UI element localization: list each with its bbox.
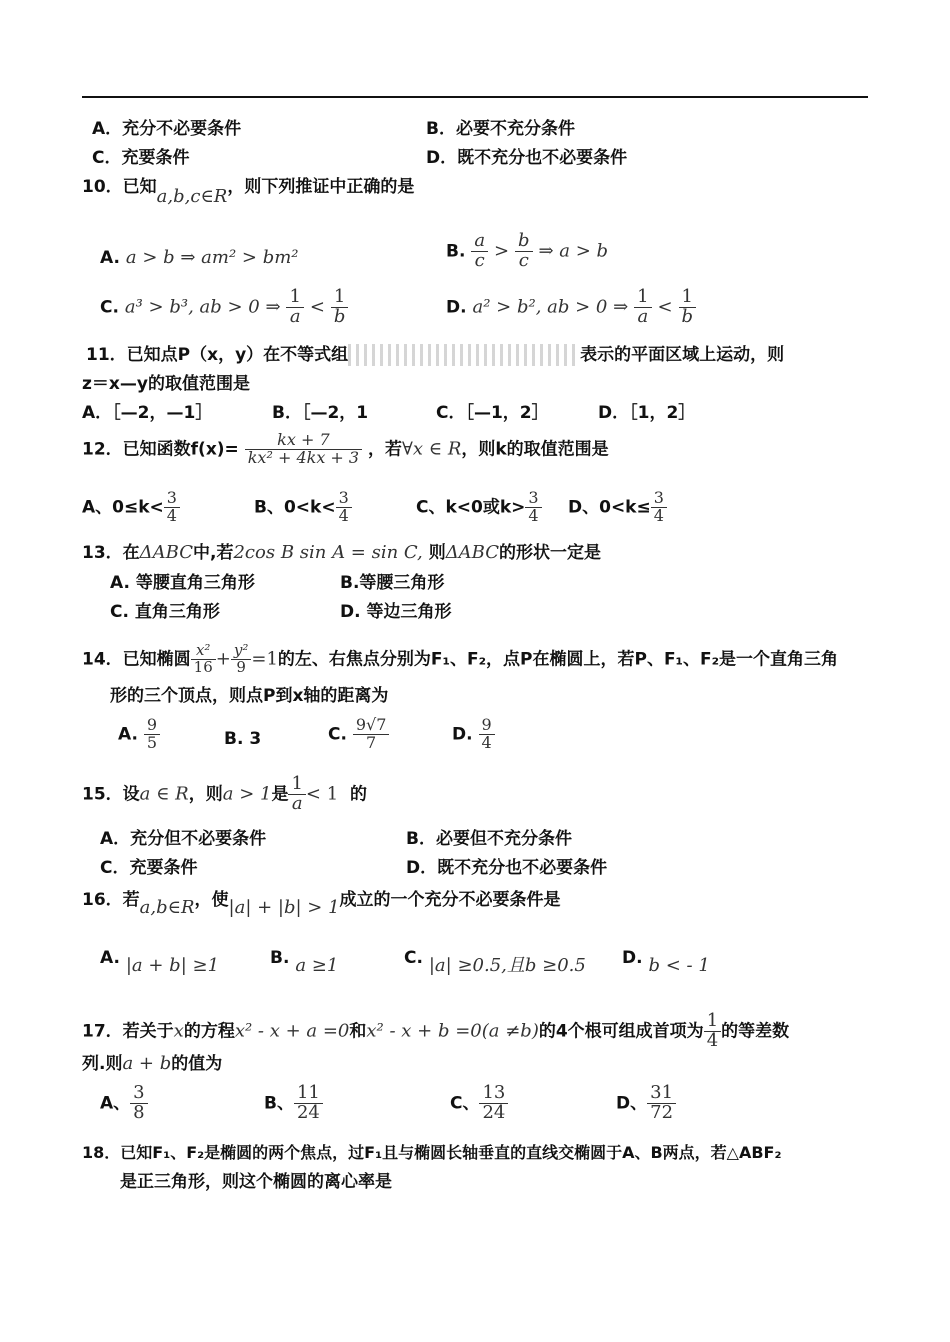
q18-stem-line2: 是正三角形，则这个椭圆的离心率是: [120, 1172, 392, 1192]
q11-option-a[interactable]: A．［—2，—1］: [82, 403, 213, 423]
q13-option-c[interactable]: C. 直角三角形: [110, 602, 220, 622]
q10-option-a[interactable]: A. a > b ⇒ am² > bm²: [100, 247, 299, 268]
q13-option-b[interactable]: B.等腰三角形: [340, 573, 445, 593]
q14-option-c[interactable]: C. $\frac{9√7}{7}$: [328, 717, 389, 752]
q11-option-c[interactable]: C．［—1，2］: [436, 403, 549, 423]
q10-stem: 10．已知a,b,c∈R，则下列推证中正确的是: [82, 177, 415, 207]
header-rule: [82, 96, 868, 98]
q11-stem-line2: z＝x—y的取值范围是: [82, 374, 250, 394]
q17-option-d[interactable]: D、 $\frac{31}{72}$: [616, 1084, 676, 1123]
q12-option-b[interactable]: B、0<k< $\frac{3}{4}$: [254, 490, 352, 525]
q16-option-b[interactable]: B. a ≥1: [270, 948, 339, 976]
q15-option-b[interactable]: B．必要但不充分条件: [406, 829, 572, 849]
q12-stem: 12．已知函数f(x)= $\frac{kx + 7}{\text{kx² + 4kx + 3}}$ ，若∀x ∈ R，则k的取值范围是: [82, 430, 609, 467]
q13-option-d[interactable]: D. 等边三角形: [340, 602, 452, 622]
q17-option-a[interactable]: A、 $\frac{3}{8}$: [100, 1084, 148, 1123]
q15-option-d[interactable]: D．既不充分也不必要条件: [406, 858, 608, 878]
q13-stem: 13．在ΔABC中,若2cos B sin A = sin C, 则ΔABC的形状一定是: [82, 542, 602, 563]
q9-option-a[interactable]: A．充分不必要条件: [92, 119, 242, 139]
q16-option-a[interactable]: A. |a + b| ≥1: [100, 948, 220, 976]
q12-option-d[interactable]: D、0<k≤ $\frac{3}{4}$: [568, 490, 667, 525]
inequality-system-image: [348, 344, 580, 366]
q9-option-c[interactable]: C．充要条件: [92, 148, 190, 168]
q15-option-c[interactable]: C．充要条件: [100, 858, 198, 878]
q15-stem: 15．设a ∈ R，则a > 1是 $\frac{1}{a}$ < 1 的: [82, 773, 368, 814]
q12-option-c[interactable]: C、k<0或k> $\frac{3}{4}$: [416, 490, 542, 525]
q17-stem-line1: 17．若关于x的方程x² - x + a =0和x² - x + b =0(a ≠b)的4个根可组成首项为 $\frac{1}{4}$ 的等差数: [82, 1010, 790, 1051]
q14-stem-line2: 形的三个顶点，则点P到x轴的距离为: [110, 686, 389, 706]
q9-option-b[interactable]: B．必要不充分条件: [426, 119, 575, 139]
q12-option-a[interactable]: A、0≤k< $\frac{3}{4}$: [82, 490, 180, 525]
q11-option-b[interactable]: B．［—2，1: [272, 403, 369, 423]
q13-option-a[interactable]: A. 等腰直角三角形: [110, 573, 255, 593]
q14-option-d[interactable]: D. $\frac{9}{4}$: [452, 717, 495, 752]
q10-option-b[interactable]: B. $\frac{a}{c}$ > $\frac{b}{c}$ ⇒ a > b: [446, 230, 609, 271]
q14-option-b[interactable]: B. 3: [224, 729, 262, 749]
q16-option-d[interactable]: D. b < - 1: [622, 948, 710, 976]
q11-stem-line1: 11．已知点P（x，y）在不等式组 表示的平面区域上运动，则: [86, 345, 785, 365]
q17-option-b[interactable]: B、 $\frac{11}{24}$: [264, 1084, 323, 1123]
q17-option-c[interactable]: C、 $\frac{13}{24}$: [450, 1084, 508, 1123]
q17-stem-line2: 列.则a + b的值为: [82, 1053, 223, 1074]
q10-option-c[interactable]: C. a³ > b³, ab > 0 ⇒ $\frac{1}{a}$ < $\frac{1}{b}$: [100, 288, 348, 327]
q15-option-a[interactable]: A．充分但不必要条件: [100, 829, 267, 849]
q16-option-c[interactable]: C. |a| ≥0.5,且b ≥0.5: [404, 948, 586, 976]
q14-option-a[interactable]: A. $\frac{9}{5}$: [118, 717, 160, 752]
q14-stem-line1: 14．已知椭圆 $\frac{\text{x²}}{16}$ + $\frac{\text{y²}}{9}$ =1的左、右焦点分别为F₁、F₂，点P在椭圆上，若P、F₁、F₂是一个直角三角: [82, 641, 839, 676]
q16-stem: 16．若a,b∈R，使|a| + |b| > 1成立的一个充分不必要条件是: [82, 890, 561, 918]
q10-option-d[interactable]: D. a² > b², ab > 0 ⇒ $\frac{1}{a}$ < $\frac{1}{b}$: [446, 288, 696, 327]
q11-option-d[interactable]: D．［1，2］: [598, 403, 696, 423]
q18-stem-line1: 18．已知F₁、F₂是椭圆的两个焦点，过F₁且与椭圆长轴垂直的直线交椭圆于A、B两点，若△ABF₂: [82, 1143, 782, 1162]
q9-option-d[interactable]: D．既不充分也不必要条件: [426, 148, 628, 168]
